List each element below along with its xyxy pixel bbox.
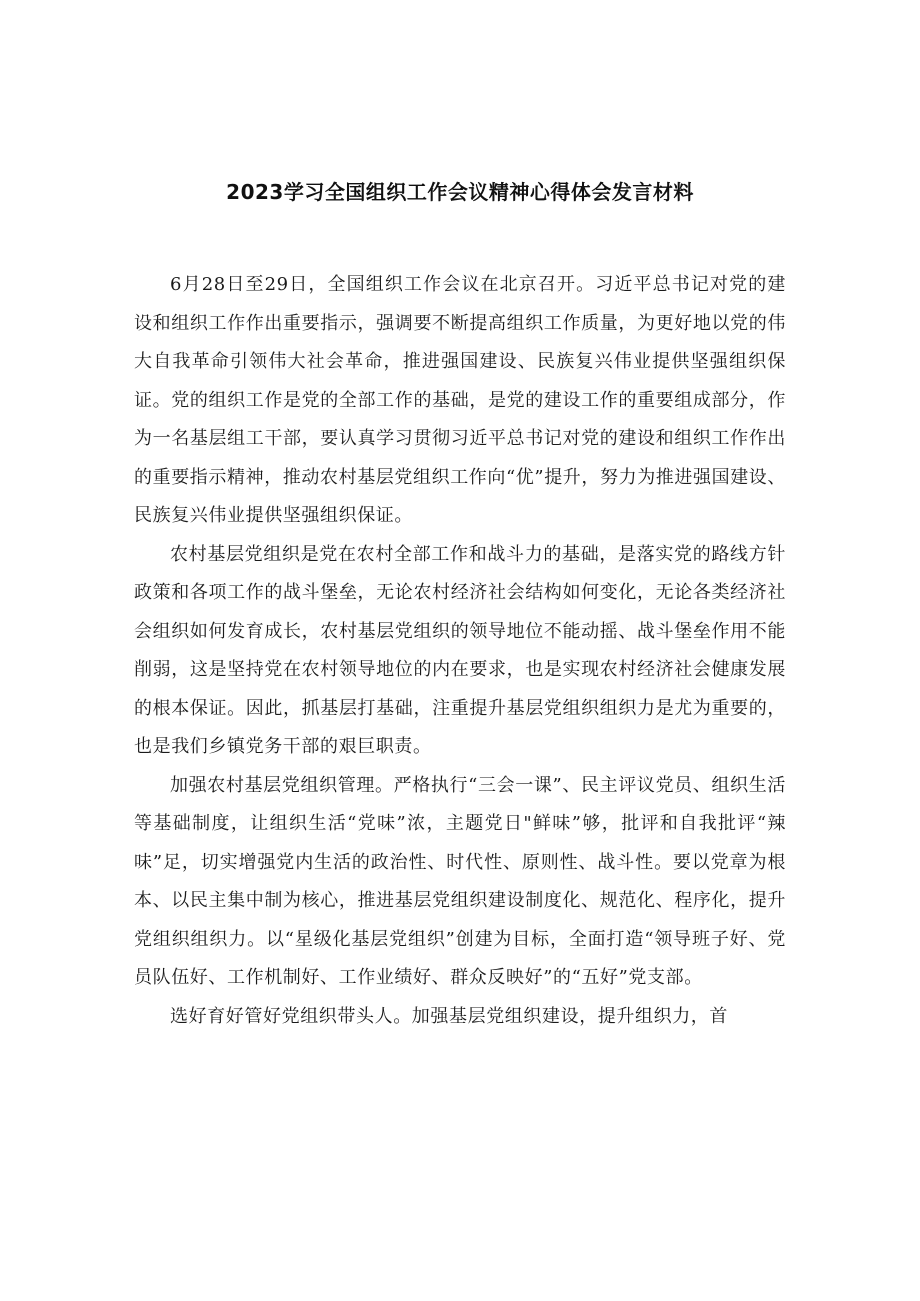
- paragraph-4: 选好育好管好党组织带头人。加强基层党组织建设，提升组织力，首: [170, 1005, 728, 1027]
- paragraph-2: 农村基层党组织是党在农村全部工作和战斗力的基础，是落实党的路线方针政策和各项工作的战斗堡垒，无论农村经济社会结构如何变化，无论各类经济社会组织如何发育成长，农村基层党组织的领导地位不能动摇、战斗堡垒作用不能削弱，这是坚持党在农村领导地位的内在要求，也是实现农村经济社会健康发展的根本保证。因此，抓基层打基础，注重提升基层党组织组织力是尤为重要的，也是我们乡镇党务干部的艰巨职责。: [134, 543, 786, 757]
- paragraph-3: 加强农村基层党组织管理。严格执行“三会一课”、民主评议党员、组织生活等基础制度，让组织生活“党味”浓，主题党日"鲜味”够，批评和自我批评“辣味”足，切实增强党内生活的政治性、时代性、原则性、战斗性。要以党章为根本、以民主集中制为核心，推进基层党组织建设制度化、规范化、程序化，提升党组织组织力。以“星级化基层党组织”创建为目标，全面打造“领导班子好、党员队伍好、工作机制好、工作业绩好、群众反映好”的“五好”党支部。: [134, 774, 786, 988]
- document-body: [134, 266, 786, 1036]
- paragraph-1: 6月28日至29日，全国组织工作会议在北京召开。习近平总书记对党的建设和组织工作作出重要指示，强调要不断提高组织工作质量，为更好地以党的伟大自我革命引领伟大社会革命，推进强国建设、民族复兴伟业提供坚强组织保证。党的组织工作是党的全部工作的基础，是党的建设工作的重要组成部分，作为一名基层组工干部，要认真学习贯彻习近平总书记对党的建设和组织工作作出的重要指示精神，推动农村基层党组织工作向“优”提升，努力为推进强国建设、民族复兴伟业提供坚强组织保证。: [134, 274, 787, 526]
- document-title: 2023学习全国组织工作会议精神心得体会发言材料: [226, 180, 694, 204]
